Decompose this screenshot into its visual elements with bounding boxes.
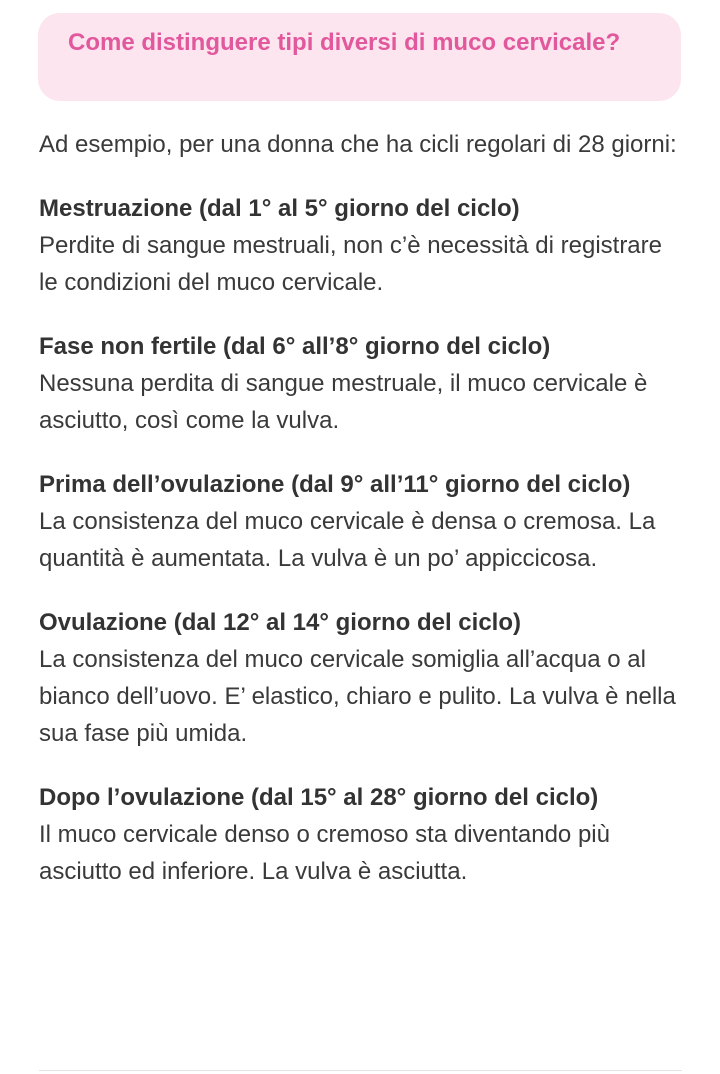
bottom-divider: [39, 1070, 682, 1071]
phase-description: La consistenza del muco cervicale è densa o cremosa. La quantità è aumentata. La vulva è un po’ appiccicosa.: [39, 508, 656, 572]
phase-section-ovulation: [39, 604, 684, 752]
phase-section-non-fertile: [39, 328, 684, 439]
phase-description: La consistenza del muco cervicale somiglia all’acqua o al bianco dell’uovo. E’ elastico, chiaro e pulito. La vulva è nella sua fase più umida.: [39, 646, 676, 747]
phase-description: Nessuna perdita di sangue mestruale, il muco cervicale è asciutto, così come la vulva.: [39, 370, 648, 434]
intro-text: Ad esempio, per una donna che ha cicli regolari di 28 giorni:: [39, 131, 677, 158]
phase-title: Dopo l’ovulazione (dal 15° al 28° giorno del ciclo): [39, 784, 599, 811]
phase-title: Mestruazione (dal 1° al 5° giorno del ciclo): [39, 195, 520, 222]
phase-title: Prima dell’ovulazione (dal 9° all’11° giorno del ciclo): [39, 471, 631, 498]
phase-section-post-ovulation: [39, 779, 684, 890]
article-content: [39, 126, 684, 890]
phase-section-menstruation: [39, 190, 684, 301]
phase-title: Ovulazione (dal 12° al 14° giorno del ciclo): [39, 609, 521, 636]
phase-description: Il muco cervicale denso o cremoso sta diventando più asciutto ed inferiore. La vulva è asciutta.: [39, 821, 610, 885]
phase-title: Fase non fertile (dal 6° all’8° giorno del ciclo): [39, 333, 551, 360]
question-card[interactable]: [38, 13, 681, 101]
phase-section-pre-ovulation: [39, 466, 684, 577]
phase-description: Perdite di sangue mestruali, non c’è necessità di registrare le condizioni del muco cervicale.: [39, 232, 662, 296]
question-title: Come distinguere tipi diversi di muco cervicale?: [68, 29, 621, 56]
